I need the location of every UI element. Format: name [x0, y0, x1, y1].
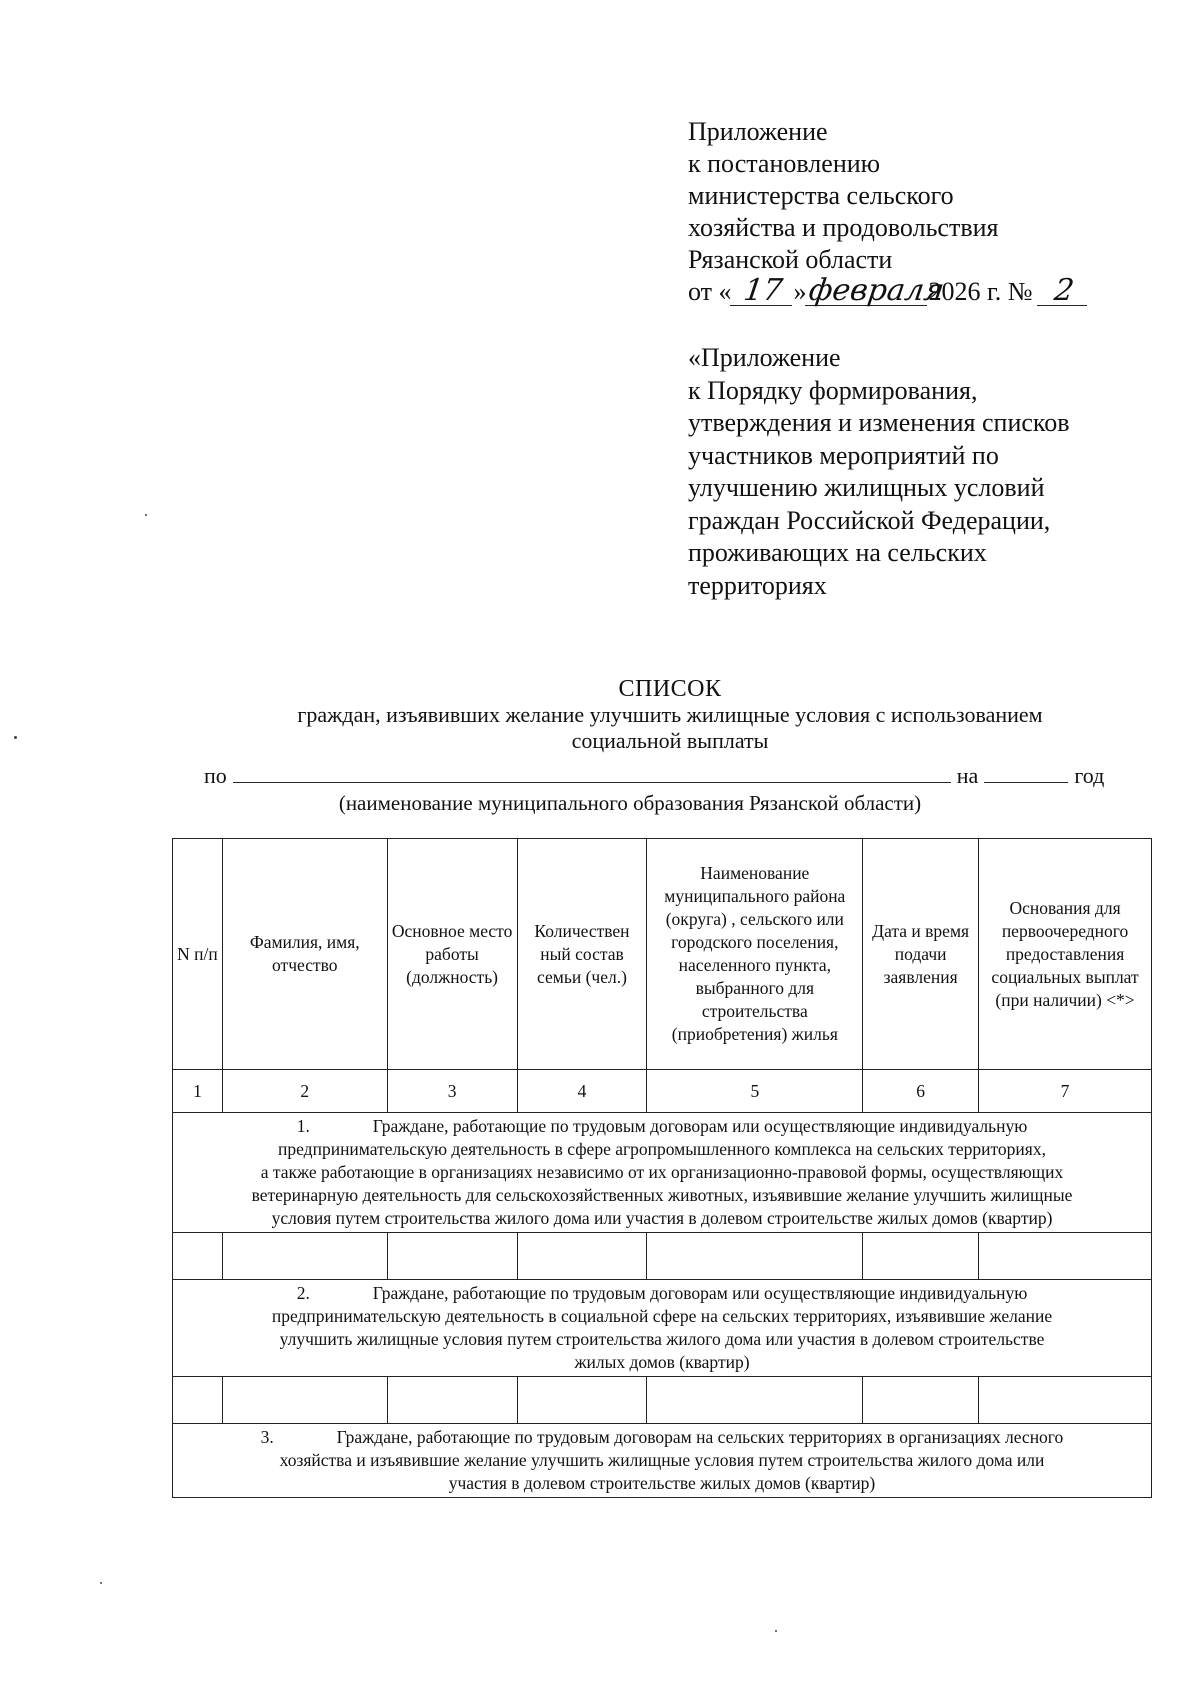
empty-cell — [387, 1233, 517, 1280]
appendix-line: «Приложение — [688, 343, 841, 372]
title-subline: граждан, изъявивших желание улучшить жилищные условия с использованием — [297, 702, 1043, 727]
column-header: Дата и время подачи заявления — [863, 839, 979, 1070]
section-row — [173, 1280, 1152, 1377]
empty-cell — [647, 1233, 863, 1280]
empty-cell — [647, 1377, 863, 1424]
column-header: N п/п — [173, 839, 223, 1070]
scan-speck — [145, 514, 147, 516]
appendix-line: граждан Российской Федерации, — [688, 505, 1051, 535]
title-subline: социальной выплаты — [571, 728, 769, 753]
appendix-line: территориях — [688, 570, 827, 600]
section-line: хозяйства и изъявившие желание улучшить жилищные условия путем строительства жилого дома или — [279, 1450, 1045, 1470]
header-line: к постановлению — [688, 149, 881, 178]
appendix-line: проживающих на сельских — [688, 538, 987, 567]
scan-speck — [775, 1630, 777, 1632]
year-text: 2026 г. — [928, 277, 1002, 306]
column-number: 2 — [222, 1070, 387, 1113]
column-number-row — [173, 1070, 1152, 1113]
section-row — [173, 1424, 1152, 1498]
handwritten-day: 17 — [729, 277, 795, 306]
section-line: участия в долевом строительстве жилых домов (квартир) — [448, 1473, 876, 1493]
number-prefix: № — [1007, 277, 1033, 306]
header-line: Рязанской области — [688, 245, 893, 274]
header-line: министерства сельского — [688, 181, 954, 210]
section-cell — [173, 1424, 1152, 1498]
table-row — [173, 1377, 1152, 1424]
municipality-blank-field — [233, 762, 951, 783]
year-label: год — [1074, 763, 1105, 788]
column-number: 7 — [979, 1070, 1152, 1113]
title-main: СПИСОК — [618, 676, 722, 702]
empty-cell — [517, 1233, 647, 1280]
section-number: 1. — [296, 1116, 310, 1136]
column-header: Фамилия, имя, отчество — [222, 839, 387, 1070]
order-date-line — [688, 273, 1158, 308]
section-cell — [173, 1113, 1152, 1233]
section-row — [173, 1113, 1152, 1233]
empty-cell — [863, 1377, 979, 1424]
column-number: 4 — [517, 1070, 647, 1113]
municipality-caption: (наименование муниципального образования Рязанской области) — [338, 791, 922, 815]
scan-speck — [100, 1582, 102, 1584]
quote-close: » — [793, 277, 807, 306]
column-number: 3 — [387, 1070, 517, 1113]
handwritten-month: февраля — [806, 273, 946, 308]
section-number: 3. — [260, 1427, 274, 1447]
section-line: жилых домов (квартир) — [574, 1352, 750, 1372]
section-line: а также работающие в организациях независимо от их организационно-правовой формы, осуществляющих — [260, 1162, 1064, 1182]
po-prefix: по — [204, 763, 227, 788]
section-line: Граждане, работающие по трудовым договорам или осуществляющие индивидуальную — [372, 1283, 1028, 1303]
na-label: на — [956, 763, 979, 788]
column-header: Основания для первоочередного предоставления социальных выплат (при наличии) <*> — [979, 839, 1152, 1070]
header-line: хозяйства и продовольствия — [688, 213, 999, 242]
empty-cell — [863, 1233, 979, 1280]
scan-speck — [14, 736, 17, 739]
empty-cell — [222, 1233, 387, 1280]
table-header-row — [173, 839, 1152, 1070]
participants-table — [172, 838, 1152, 1498]
section-number: 2. — [296, 1283, 310, 1303]
section-line: условия путем строительства жилого дома или участия в долевом строительстве жилых домов (квартир) — [271, 1208, 1053, 1228]
appendix-line: участников мероприятий по — [688, 440, 999, 470]
empty-cell — [979, 1233, 1152, 1280]
empty-cell — [173, 1233, 223, 1280]
table-row — [173, 1233, 1152, 1280]
empty-cell — [979, 1377, 1152, 1424]
section-line: ветеринарную деятельность для сельскохозяйственных животных, изъявившие желание улучшить жилищные — [251, 1185, 1073, 1205]
empty-cell — [387, 1377, 517, 1424]
column-header: Количествен ный состав семьи (чел.) — [517, 839, 647, 1070]
section-line: Граждане, работающие по трудовым договорам или осуществляющие индивидуальную — [372, 1116, 1028, 1136]
column-number: 5 — [647, 1070, 863, 1113]
quote-open: « — [718, 277, 732, 306]
section-line: улучшить жилищные условия путем строительства жилого дома или участия в долевом строительстве — [279, 1329, 1045, 1349]
appendix-line: утверждения и изменения списков — [688, 408, 1070, 437]
section-cell — [173, 1280, 1152, 1377]
appendix-line: к Порядку формирования, — [688, 375, 978, 405]
column-header: Наименование муниципального района (округа) , сельского или городского поселения, населенного пункта, выбранного для строительства (приобретения) жилья — [647, 839, 863, 1070]
section-line: предпринимательскую деятельность в социальной сфере на сельских территориях, изъявившие желание — [271, 1306, 1053, 1326]
column-number: 6 — [863, 1070, 979, 1113]
section-line: предпринимательскую деятельность в сфере агропромышленного комплекса на сельских территориях, — [278, 1139, 1046, 1159]
appendix-line: улучшению жилищных условий — [688, 473, 1045, 502]
document-title — [170, 676, 1170, 754]
empty-cell — [517, 1377, 647, 1424]
empty-cell — [173, 1377, 223, 1424]
date-prefix: от — [688, 277, 713, 306]
municipality-line — [204, 762, 1144, 789]
section-line: Граждане, работающие по трудовым договорам на сельских территориях в организациях лесного — [336, 1427, 1064, 1447]
empty-cell — [222, 1377, 387, 1424]
header-line: Приложение — [688, 117, 828, 146]
column-number: 1 — [173, 1070, 223, 1113]
handwritten-number: 2 — [1037, 277, 1091, 306]
column-header: Основное место работы (должность) — [387, 839, 517, 1070]
year-blank-field — [984, 762, 1068, 783]
appendix-reference-block — [688, 342, 1158, 602]
order-reference-block — [688, 116, 1158, 308]
